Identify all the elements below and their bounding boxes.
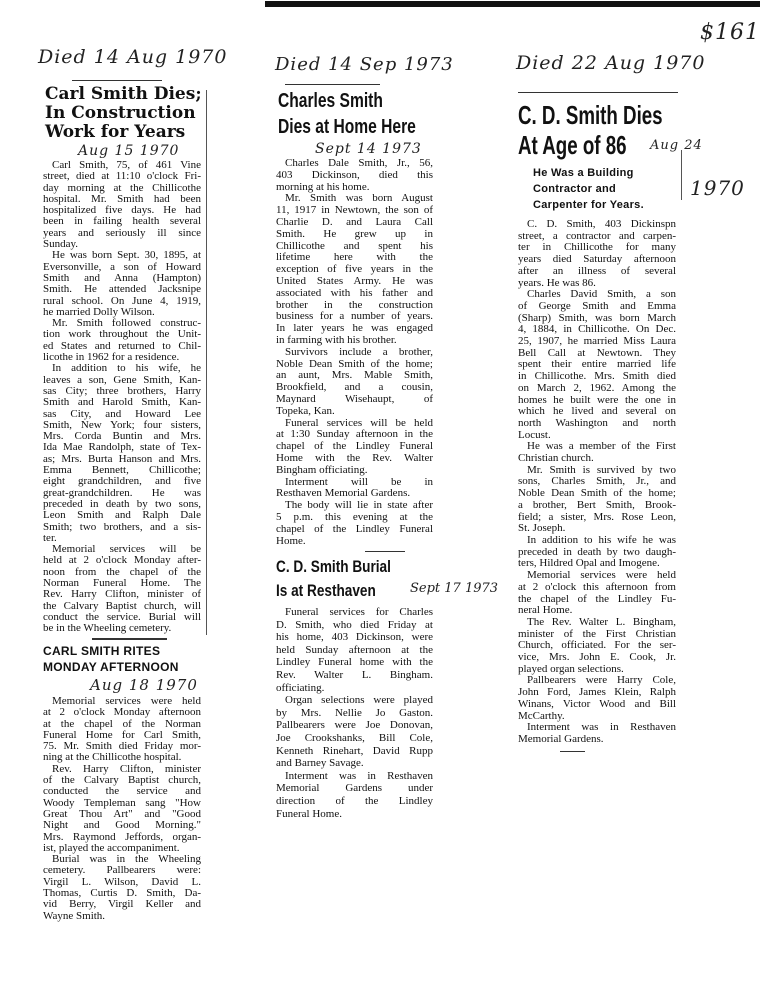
text-line: The Rev. Walter L. Bingham,: [527, 616, 676, 628]
text-line: D. Smith, who died Friday at: [276, 618, 433, 631]
text-line: a brother, Bert Smith, Brook-: [518, 499, 676, 511]
text-line: Emma Bennett, Chillicothe;: [43, 465, 201, 477]
text-line: vid Berry, Virgil Keller and: [43, 899, 201, 911]
text-line: in farming with his brother.: [276, 334, 397, 346]
text-line: associated with his father and: [276, 287, 433, 299]
text-line: by Mrs. Nellie Jo Gaston.: [276, 706, 433, 719]
text-line: Home.: [276, 535, 306, 547]
text-line: officiating.: [276, 681, 325, 694]
text-line: at 2 o'clock Monday afternoon: [43, 707, 201, 719]
article-body: [276, 606, 433, 820]
text-line: Mrs. Corda Buntin and Mrs.: [43, 431, 201, 443]
text-line: Eversonville, a son of Howard: [43, 261, 201, 273]
text-line: Pallbearers were Harry Cole,: [527, 675, 676, 687]
text-line: on March 2, 1962. Among the: [518, 382, 676, 394]
text-line: Noble Dean Smith of the home;: [518, 488, 676, 500]
paragraph: [276, 158, 433, 193]
headline-line: CARL SMITH RITES: [43, 644, 161, 658]
died-annotation-col2: Died 14 Sep 1973: [275, 54, 454, 75]
article-body: [43, 696, 201, 922]
text-line: Resthaven Memorial Gardens.: [276, 488, 411, 500]
text-line: cemetery. Pallbearers were:: [43, 865, 201, 877]
text-line: held at 2 o'clock Monday after-: [43, 555, 201, 567]
text-line: an aunt, Mrs. Mable Smith,: [276, 370, 433, 382]
text-line: eight grandchildren, and five: [43, 476, 201, 488]
headline-line: Dies at Home Here: [278, 116, 416, 138]
text-line: chapel of the Lindley Funeral: [276, 523, 433, 535]
text-line: ning at the Chillicothe hospital.: [43, 752, 182, 764]
text-line: business for a number of years.: [276, 311, 433, 323]
text-line: vice, Mrs. John E. Cook, Jr.: [518, 652, 676, 664]
text-line: 75. Mr. Smith died Friday mor-: [43, 741, 201, 753]
text-line: Funeral Home.: [276, 807, 342, 820]
divider: [518, 92, 678, 93]
paragraph: [276, 193, 433, 346]
text-line: Mr. Smith was born August: [285, 193, 433, 205]
paragraph: [518, 441, 676, 464]
text-line: sas City, and Howard Lee: [43, 408, 201, 420]
subheadline-line: Carpenter for Years.: [533, 199, 644, 211]
text-line: Mrs. Raymond Jeffords, organ-: [43, 831, 201, 843]
text-line: years. He was 86.: [518, 277, 596, 289]
headline-cd-smith-dies: [518, 100, 663, 160]
text-line: ters, Hildred Opal and Imogene.: [518, 558, 660, 570]
text-line: Funeral Home for Carl Smith,: [43, 729, 201, 741]
text-line: Sunday.: [43, 239, 79, 251]
text-line: Wayne Smith.: [43, 910, 106, 922]
text-line: Winans, Victor Wood and Bill: [518, 698, 676, 710]
text-line: 403 Dickinson, died this: [276, 169, 433, 181]
text-line: Mr. Smith followed construc-: [52, 318, 201, 330]
text-line: 4, 1884, in Chillicothe. On Dec.: [518, 324, 676, 336]
text-line: Charlie D. and Laura Call: [276, 216, 433, 228]
text-line: Ida Mae Randolph, state of Tex-: [43, 442, 201, 454]
text-line: Great Thou Art" and "Good: [43, 808, 201, 820]
text-line: The body will lie in state after: [285, 500, 433, 512]
paragraph: [518, 675, 676, 722]
text-line: which he lived and several on: [518, 406, 676, 418]
text-line: the chapel of the Lindley Fu-: [518, 593, 676, 605]
text-line: McCarthy.: [518, 710, 565, 722]
text-line: Norman Funeral Home. The: [43, 577, 201, 589]
paragraph: [518, 219, 676, 289]
text-line: brother in the construction: [276, 299, 433, 311]
text-line: Interment was in Resthaven: [527, 722, 676, 734]
article-body: [43, 160, 201, 634]
paragraph: [276, 347, 433, 418]
text-line: Memorial Gardens under: [276, 782, 433, 795]
date-annotation: Sept 17 1973: [410, 581, 499, 596]
text-line: Funeral services for Charles: [285, 606, 433, 618]
text-line: Bingham officiating.: [276, 464, 368, 476]
text-line: 25, 1907, he married Miss Laura: [518, 336, 676, 348]
subheadline-line: Contractor and: [533, 183, 617, 195]
text-line: street, died at 11:10 o'clock Fri-: [43, 171, 201, 183]
text-line: ter.: [43, 532, 57, 544]
text-line: tion work throughout the Unit-: [43, 329, 201, 341]
text-line: spent their entire married life: [518, 359, 676, 371]
text-line: (Sharp) Smith, was born March: [518, 312, 676, 324]
paragraph: [518, 617, 676, 676]
text-line: rural school. On June 4, 1919,: [43, 295, 201, 307]
text-line: sons, Charles Smith, Jr., and: [518, 476, 676, 488]
headline-line: MONDAY AFTERNOON: [43, 660, 179, 674]
paragraph: [518, 465, 676, 535]
divider: [72, 80, 162, 81]
text-line: Rev. Harry Clifton, minister: [52, 763, 201, 775]
text-line: hospital. Mr. Smith had been: [43, 193, 201, 205]
text-line: Burial was in the Wheeling: [52, 854, 201, 866]
text-line: exception of five years in the: [276, 264, 433, 276]
died-annotation-col3: Died 22 Aug 1970: [516, 52, 706, 74]
text-line: played organ selections.: [518, 663, 624, 675]
paragraph: [276, 477, 433, 501]
text-line: Interment was in Resthaven: [285, 769, 433, 782]
text-line: Charles Dale Smith, Jr., 56,: [285, 158, 433, 169]
text-line: noon from the chapel of the: [43, 566, 201, 578]
text-line: leaves a son, Gene Smith, Kan-: [43, 374, 201, 386]
text-line: Christian church.: [518, 453, 594, 465]
text-line: of the Calvary Baptist church,: [43, 775, 201, 787]
text-line: Smith. He grew up in: [276, 228, 433, 240]
text-line: In addition to his wife, he: [52, 363, 201, 375]
text-line: conduct the service. Burial will: [43, 611, 201, 623]
column-border: [206, 90, 207, 635]
text-line: Joe Crookshanks, Bill Cole,: [276, 731, 433, 744]
headline-line: At Age of 86: [518, 130, 627, 160]
date-annotation: 1970: [690, 176, 745, 200]
paragraph: [43, 544, 201, 634]
text-line: Smith. He attended Jacksnipe: [43, 284, 201, 296]
text-line: Maynard Wisehaupt, of: [276, 393, 433, 405]
headline-line: Carl Smith Dies;: [45, 84, 202, 104]
text-line: day morning at the Chillicothe: [43, 182, 201, 194]
article-body: [276, 158, 433, 547]
text-line: Thomas, Curtis D. Smith, Da-: [43, 888, 201, 900]
scan-edge-bar: [265, 1, 760, 7]
text-line: ed States and returned to Chil-: [43, 340, 201, 352]
text-line: In addition to his wife he was: [527, 534, 676, 546]
headline-carl-smith-rites: [43, 643, 179, 675]
text-line: street, a contractor and carpen-: [518, 230, 676, 242]
paragraph: [276, 606, 433, 694]
headline-line: Is at Resthaven: [276, 581, 376, 600]
subheadline-line: He Was a Building: [533, 167, 634, 179]
date-annotation: Aug 15 1970: [78, 143, 180, 159]
text-line: Memorial services were held: [52, 696, 201, 707]
divider: [285, 84, 380, 85]
paragraph: [43, 318, 201, 363]
text-line: Organ selections were played: [285, 694, 433, 707]
text-line: ter in Chillicothe for many: [518, 242, 676, 254]
text-line: direction of the Lindley: [276, 794, 433, 807]
text-line: Smith and Harold Smith, Kan-: [43, 397, 201, 409]
page-number-annotation: $161: [700, 20, 760, 45]
divider: [92, 638, 167, 640]
text-line: United States Army. He was: [276, 275, 433, 287]
text-line: Lindley Funeral home with the: [276, 656, 433, 669]
subheadline: [533, 165, 644, 213]
headline-line: Work for Years: [45, 122, 186, 142]
text-line: Funeral services will be held: [285, 417, 433, 429]
text-line: he married Dolly Wilson.: [43, 306, 155, 318]
article-body: [518, 219, 676, 746]
text-line: Smith and Anna (Hampton): [43, 272, 201, 284]
text-line: as; Mrs. Burta Hanson and Mrs.: [43, 453, 201, 465]
text-line: Pallbearers were Joe Donovan,: [276, 719, 433, 732]
date-annotation: Aug 24: [650, 138, 703, 153]
died-annotation-col1: Died 14 Aug 1970: [38, 46, 228, 68]
text-line: Topeka, Kan.: [276, 405, 335, 417]
headline-line: C. D. Smith Burial: [276, 557, 391, 576]
paragraph: [43, 854, 201, 922]
text-line: 5 p.m. this evening at the: [276, 511, 433, 523]
text-line: Memorial services will be: [52, 544, 201, 556]
text-line: hospitalized five days. He had: [43, 205, 201, 217]
text-line: neral Home.: [518, 605, 573, 617]
headline-charles-smith-dies: [278, 88, 416, 140]
text-line: Kenneth Rinehart, David Rupp: [276, 744, 433, 757]
divider: [560, 751, 585, 752]
text-line: Noble Dean Smith of the home;: [276, 358, 433, 370]
text-line: minister of the First Christian: [518, 628, 676, 640]
paragraph: [43, 250, 201, 318]
text-line: John Ford, James Klein, Ralph: [518, 687, 676, 699]
text-line: Rev. Walter L. Bingham.: [276, 668, 433, 681]
text-line: Night and Good Morning.": [43, 820, 201, 832]
text-line: morning at his home.: [276, 181, 370, 193]
text-line: Virgil L. Wilson, David L.: [43, 876, 201, 888]
text-line: Smith; two brothers, and a sis-: [43, 521, 201, 533]
text-line: C. D. Smith, 403 Dickinspn: [527, 219, 676, 230]
paragraph: [43, 363, 201, 544]
text-line: homes he built were the one in: [518, 394, 676, 406]
text-line: Chillicothe and spent his: [276, 240, 433, 252]
paragraph: [43, 764, 201, 854]
headline-carl-smith-dies: [45, 85, 202, 142]
text-line: and Barney Savage.: [276, 757, 364, 770]
text-line: He was born Sept. 30, 1895, at: [52, 250, 201, 262]
text-line: Mr. Smith is survived by two: [527, 464, 676, 476]
paragraph: [276, 500, 433, 547]
text-line: Church, officiated. For the ser-: [518, 640, 676, 652]
text-line: Memorial services were held: [527, 570, 676, 582]
text-line: licothe in 1962 for a residence.: [43, 352, 180, 364]
paragraph: [43, 696, 201, 764]
text-line: been in failing health several: [43, 216, 201, 228]
text-line: Survivors include a brother,: [285, 346, 433, 358]
text-line: held Sunday afternoon at the: [276, 643, 433, 656]
text-line: the Calvary Baptist church, will: [43, 600, 201, 612]
headline-burial-resthaven: [276, 555, 391, 603]
text-line: Woody Templeman sang "How: [43, 797, 201, 809]
text-line: in Chillicothe. Mrs. Smith died: [518, 371, 676, 383]
text-line: years died Saturday afternoon: [518, 254, 676, 266]
text-line: He was a member of the First: [527, 441, 676, 453]
paragraph: [276, 418, 433, 477]
text-line: at 1:30 Sunday afternoon in the: [276, 429, 433, 441]
text-line: Charles David Smith, a son: [527, 289, 676, 301]
paragraph: [43, 160, 201, 250]
paragraph: [276, 770, 433, 820]
text-line: sas City; three brothers, Harry: [43, 385, 201, 397]
text-line: at the chapel of the Norman: [43, 718, 201, 730]
paragraph: [518, 570, 676, 617]
text-line: Smith, New York; four sisters,: [43, 419, 201, 431]
text-line: chapel of the Lindley Funeral: [276, 441, 433, 453]
headline-line: Charles Smith: [278, 90, 383, 112]
text-line: north Washington and north: [518, 417, 676, 429]
text-line: Bell Call at Newtown. They: [518, 347, 676, 359]
text-line: of George Smith and Emma: [518, 300, 676, 312]
text-line: field; a sister, Mrs. Rose Leon,: [518, 511, 676, 523]
text-line: St. Joseph.: [518, 523, 566, 535]
text-line: ist, played the accompaniment.: [43, 842, 180, 854]
text-line: Rev. Harry Clifton, minister of: [43, 589, 201, 601]
text-line: Home with the Rev. Walter: [276, 452, 433, 464]
headline-line: C. D. Smith Dies: [518, 100, 663, 130]
paragraph: [518, 722, 676, 745]
date-annotation: Sept 14 1973: [315, 141, 422, 157]
text-line: lifetime here with the: [276, 252, 433, 264]
text-line: be in the Wheeling cemetery.: [43, 623, 172, 635]
paragraph: [518, 535, 676, 570]
headline-line: In Construction: [45, 103, 196, 123]
text-line: Leon Smith and Ralph Dale: [43, 510, 201, 522]
paragraph: [518, 289, 676, 441]
text-line: conducted the service and: [43, 786, 201, 798]
date-annotation: Aug 18 1970: [90, 676, 198, 694]
text-line: preceded in death by two sons,: [43, 498, 201, 510]
text-line: Carl Smith, 75, of 461 Vine: [52, 160, 201, 171]
text-line: great-grandchildren. He was: [43, 487, 201, 499]
text-line: Brookfield, and a cousin,: [276, 382, 433, 394]
text-line: preceded in death by two daugh-: [518, 546, 676, 558]
column-border: [681, 150, 682, 200]
text-line: after an illness of several: [518, 265, 676, 277]
text-line: In later years he was engaged: [276, 323, 433, 335]
paragraph: [276, 694, 433, 770]
text-line: years and seriously ill since: [43, 227, 201, 239]
text-line: at 2 o'clock this afternoon from: [518, 581, 676, 593]
text-line: Memorial Gardens.: [518, 733, 604, 745]
text-line: his home, 403 Dickinson, were: [276, 631, 433, 644]
divider: [365, 551, 405, 552]
text-line: Locust.: [518, 429, 551, 441]
text-line: 11, 1917 in Newtown, the son of: [276, 205, 433, 217]
text-line: Interment will be in: [285, 476, 433, 488]
